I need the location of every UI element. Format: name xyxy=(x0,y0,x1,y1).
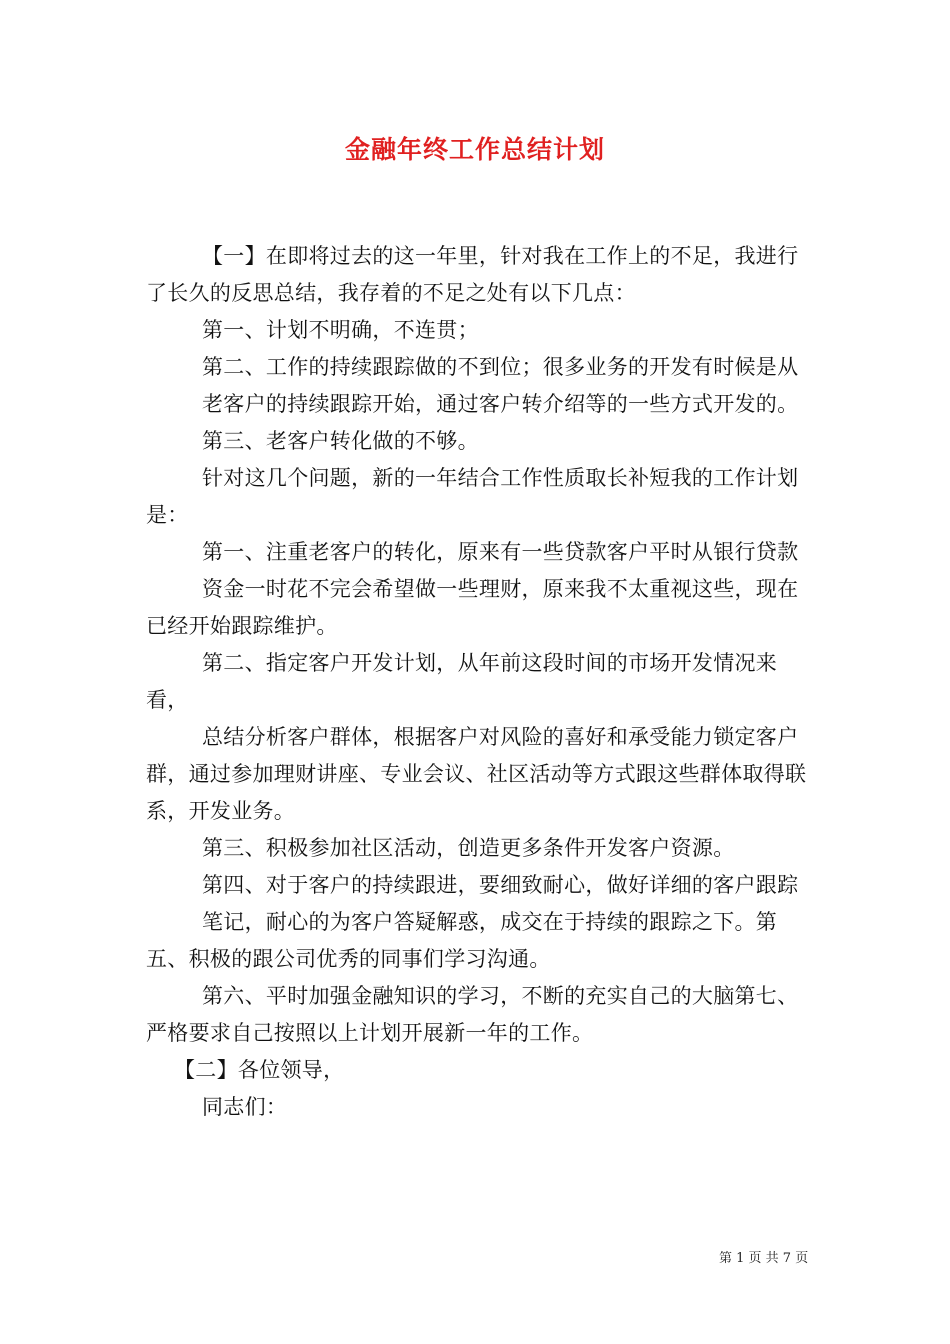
document-body xyxy=(146,238,814,1126)
paragraph-10: 总结分析客户群体，根据客户对风险的喜好和承受能力锁定客户群，通过参加理财讲座、专业会议、社区活动等方式跟这些群体取得联系，开发业务。 xyxy=(146,725,807,823)
paragraph-5: 第三、老客户转化做的不够。 xyxy=(202,429,479,453)
paragraph-15: 【二】各位领导， xyxy=(174,1058,345,1082)
paragraph-8: 资金一时花不完会希望做一些理财，原来我不太重视这些，现在已经开始跟踪维护。 xyxy=(146,577,799,638)
page-number: 第 1 页 共 7 页 xyxy=(719,1251,809,1266)
paragraph-2: 第一、计划不明确，不连贯； xyxy=(202,318,479,342)
document-title: 金融年终工作总结计划 xyxy=(344,135,605,164)
paragraph-14: 第六、平时加强金融知识的学习，不断的充实自己的大脑第七、严格要求自己按照以上计划开展新一年的工作。 xyxy=(146,984,799,1045)
paragraph-13: 笔记，耐心的为客户答疑解惑，成交在于持续的跟踪之下。第五、积极的跟公司优秀的同事们学习沟通。 xyxy=(146,910,778,971)
paragraph-1: 【一】在即将过去的这一年里，针对我在工作上的不足，我进行了长久的反思总结，我存着的不足之处有以下几点： xyxy=(146,244,799,305)
paragraph-16: 同志们： xyxy=(202,1095,288,1119)
paragraph-12: 第四、对于客户的持续跟进，要细致耐心，做好详细的客户跟踪 xyxy=(202,873,799,897)
paragraph-11: 第三、积极参加社区活动，创造更多条件开发客户资源。 xyxy=(202,836,735,860)
paragraph-6: 针对这几个问题，新的一年结合工作性质取长补短我的工作计划是： xyxy=(146,466,799,527)
paragraph-3: 第二、工作的持续跟踪做的不到位；很多业务的开发有时候是从 xyxy=(202,355,799,379)
paragraph-9: 第二、指定客户开发计划，从年前这段时间的市场开发情况来看， xyxy=(146,651,778,712)
paragraph-7: 第一、注重老客户的转化，原来有一些贷款客户平时从银行贷款 xyxy=(202,540,799,564)
paragraph-4: 老客户的持续跟踪开始，通过客户转介绍等的一些方式开发的。 xyxy=(202,392,799,416)
